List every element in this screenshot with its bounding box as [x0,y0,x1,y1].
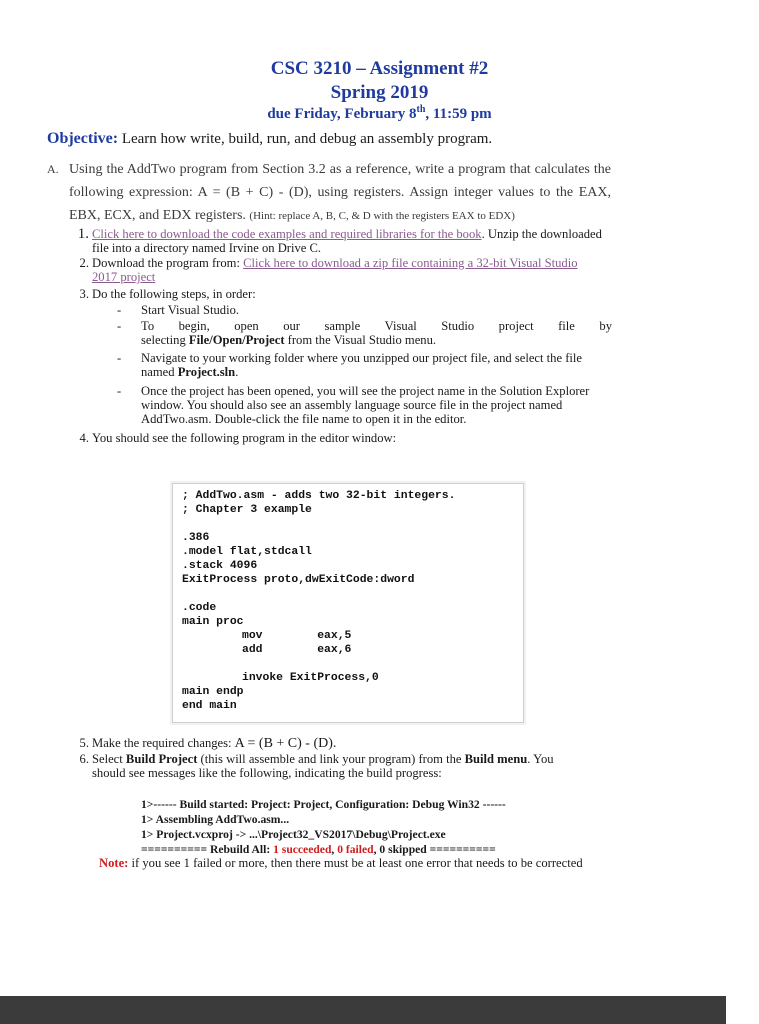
code-line: .386 [182,532,210,544]
bullet-4 [117,384,612,426]
due-prefix: due Friday, February 8 [267,106,417,122]
code-listing [172,483,524,723]
step-3-number: 3. [79,287,89,301]
objective-text: Learn how write, build, run, and debug an assembly program. [121,131,493,147]
due-date [0,104,759,123]
bullet-dash: - [117,303,122,317]
due-ordinal: th [416,104,426,115]
bullet-2 [117,319,612,347]
step-4-number: 4. [79,431,89,445]
bullet-2-word: project [498,319,534,333]
bullet-2-word: open [234,319,259,333]
footer-bar [0,996,726,1024]
code-line: ; AddTwo.asm - adds two 32-bit integers. [182,490,456,502]
code-line: main proc [182,616,244,628]
bullet-2-word: begin, [178,319,210,333]
bullet-4-line3: AddTwo.asm. Double-click the file name to open it in the editor. [141,412,467,426]
part-a-paragraph [47,158,611,228]
bullet-2-word: file [558,319,575,333]
bullet-3 [117,351,612,379]
build-line-2: 1> Assembling AddTwo.asm... [141,813,290,826]
bullet-3-bold: Project.sln [177,365,236,379]
bullet-2-word: our [283,319,300,333]
bullet-dash: - [117,351,122,365]
bullet-2-word: sample [324,319,361,333]
build-line-1: 1>------ Build started: Project: Project, Configuration: Debug Win32 ------ [141,798,506,811]
code-line: end main [182,700,237,712]
bullet-2-word: Visual [384,319,417,333]
objective-label: Objective: [47,130,119,147]
bullet-dash: - [117,384,122,398]
bullet-2-line1 [141,319,612,333]
build-comma: , [331,843,338,856]
objective [47,130,492,148]
download-code-examples-link[interactable]: Click here to download the code examples and required libraries for the book [92,227,482,241]
code-line: main endp [182,686,244,698]
code-line: ExitProcess proto,dwExitCode:dword [182,574,415,586]
code-line: ; Chapter 3 example [182,504,312,516]
step-6-bold-build-project: Build Project [125,752,198,766]
part-a-marker: A. [47,162,59,176]
bullet-4-line1: Once the project has been opened, you will see the project name in the Solution Explorer [141,384,590,398]
step-6-mid: (this will assemble and link your program) from the [197,752,465,766]
part-a-text: Using the AddTwo program from Section 3.2 as a reference, write a program that calculates the following expression: A = (B + C) - (D), using registers. Assign integer values to the EAX, EBX, ECX, and EDX registers. [69,162,611,223]
step-5 [69,736,614,751]
bullet-4-line2: window. You should also see an assembly language source file in the project named [141,398,563,412]
term-title: Spring 2019 [330,82,429,103]
step-5-text: Make the required changes: [92,736,235,750]
download-zip-project-link[interactable]: Click here to download a zip file containing a 32-bit Visual Studio [243,256,578,270]
build-succeeded: 1 succeeded [273,843,332,856]
bullet-3-post: . [235,365,239,379]
step-4-text: You should see the following program in the editor window: [92,431,397,445]
step-6-bold-build-menu: Build menu [464,752,528,766]
build-failed: 0 failed [337,843,374,856]
bullet-2-pre: selecting [141,333,189,347]
part-a-hint: (Hint: replace A, B, C, & D with the registers EAX to EDX) [249,210,515,222]
step-3-text: Do the following steps, in order: [92,287,256,301]
bullet-2-post: from the Visual Studio menu. [284,333,437,347]
code-line: add eax,6 [242,644,352,656]
step-1-text: . Unzip the downloaded [481,227,602,241]
bullet-1 [117,303,612,317]
bullet-2-bold: File/Open/Project [188,333,285,347]
step-2 [69,256,614,284]
build-line-3: 1> Project.vcxproj -> ...\Project32_VS2017\Debug\Project.exe [141,828,446,841]
build-summary-pre: ========== Rebuild All: [141,843,274,856]
build-line-4 [141,843,496,856]
bullet-2-word: To [141,319,155,333]
step-4 [69,431,614,445]
bullet-3-line1: Navigate to your working folder where you unzipped our project file, and select the file [141,351,582,365]
step-6-pre: Select [92,752,126,766]
step-6 [69,752,614,780]
bullet-2-word: Studio [441,319,475,333]
step-2-text: Download the program from: [92,256,244,270]
bullet-2-word: by [599,319,612,333]
step-5-number: 5. [79,736,89,750]
bullet-dash: - [117,319,122,333]
step-3 [69,287,614,301]
note [99,856,583,870]
step-5-expression: A = (B + C) - (D). [234,736,337,751]
bullet-3-pre: named [141,365,178,379]
step-1-line2: file into a directory named Irvine on Drive C. [92,241,322,255]
step-1 [69,227,614,255]
step-6-post: . You [527,752,554,766]
step-1-number: 1. [77,226,89,242]
step-2-number: 2. [79,256,89,270]
note-text: if you see 1 failed or more, then there must be at least one error that needs to be corrected [128,856,583,870]
note-label: Note: [99,856,129,870]
code-line: .model flat,stdcall [182,546,312,558]
code-line: .code [182,602,217,614]
step-6-number: 6. [79,752,89,766]
code-line: invoke ExitProcess,0 [242,672,379,684]
download-zip-project-link-cont[interactable]: 2017 project [92,270,156,284]
code-line: .stack 4096 [182,560,258,572]
step-6-line2: should see messages like the following, indicating the build progress: [92,766,442,780]
assignment-title: CSC 3210 – Assignment #2 [270,58,489,79]
due-suffix: , 11:59 pm [425,106,492,122]
code-line: mov eax,5 [242,630,352,642]
bullet-1-text: Start Visual Studio. [141,303,240,317]
build-summary-post: , 0 skipped ========== [373,843,496,856]
